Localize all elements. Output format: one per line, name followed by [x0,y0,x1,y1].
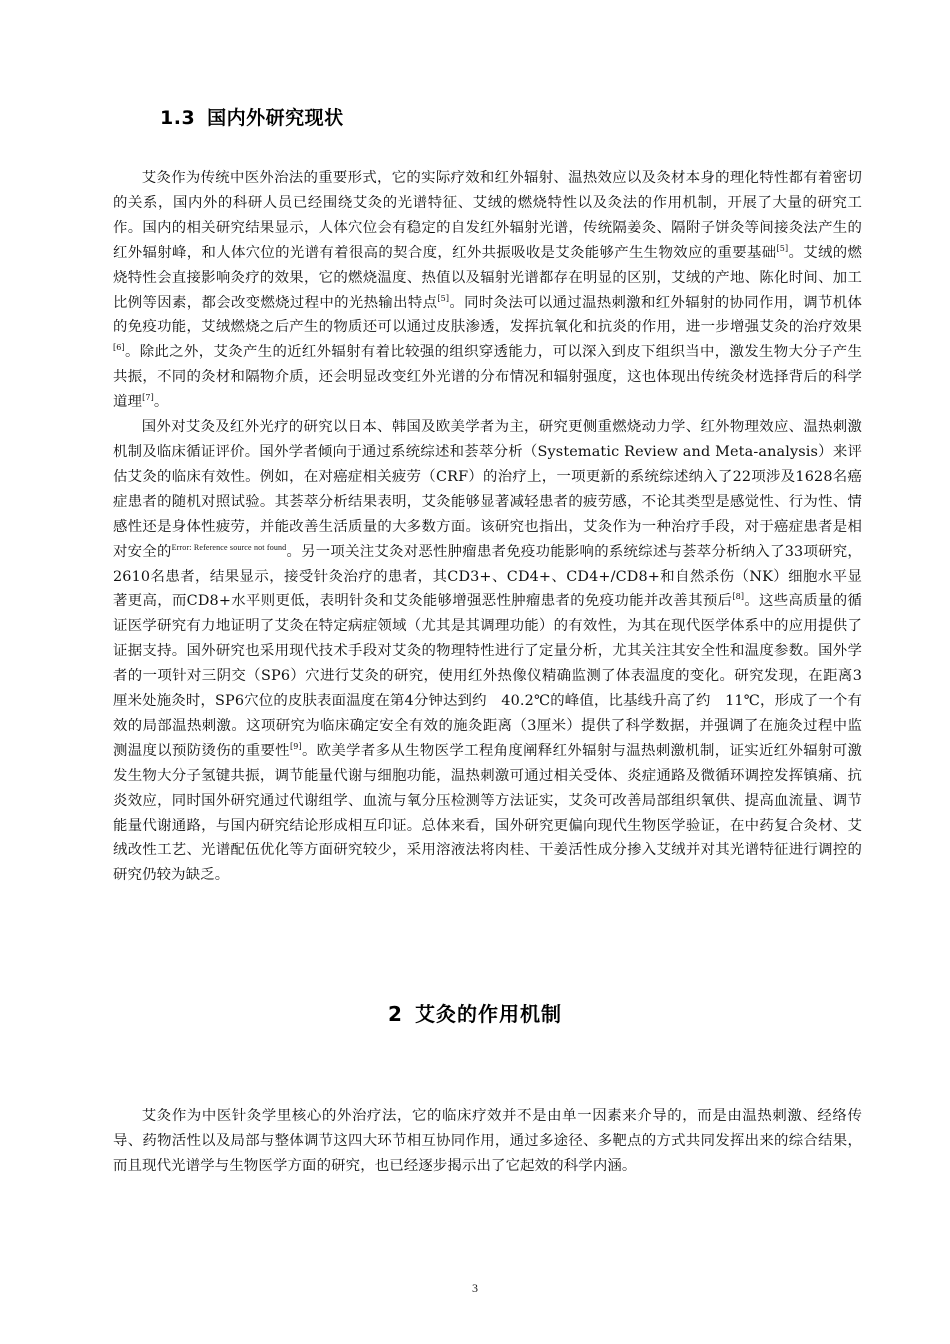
text-run: 国外对艾灸及红外光疗的研究以日本、韩国及欧美学者为主，研究更侧重燃烧动力学、红外物理效应、温热刺激机制及临床循证评价。国外学者倾向于通过系统综述和荟萃分析（Systematic Review and Meta-analysis）来评估艾灸的临床有效性。例如，在对癌症相关疲劳（CRF）的治疗上，一项更新的系统综述纳入了22项涉及1628名癌症患者的随机对照试验。其荟萃分析结果表明，艾灸能够显著减轻患者的疲劳感，不论其类型是感觉性、行为性、情感性还是身体性疲劳，并能改善生活质量的大多数方面。该研究也指出，艾灸作为一种治疗手段，对于癌症患者是相对安全的 [113,419,862,560]
text-run: 。这些高质量的循证医学研究有力地证明了艾灸在特定病症领域（尤其是其调理功能）的有效性，为其在现代医学体系中的应用提供了证据支持。国外研究也采用现代技术手段对艾灸的物理特性进行了定量分析，尤其关注其安全性和温度参数。国外学者的一项针对三阴交（SP6）穴进行艾灸的研究，使用红外热像仪精确监测了体表温度的变化。研究发现，在距离3厘米处施灸时，SP6穴位的皮肤表面温度在第4分钟达到约 40.2℃的峰值，比基线升高了约 11℃，形成了一个有效的局部温热刺激。这项研究为临床确定安全有效的施灸距离（3厘米）提供了科学数据，并强调了在施灸过程中监测温度以预防烫伤的重要性 [113,593,863,759]
section-2-body [113,1104,862,1179]
section-title: 艾灸的作用机制 [414,1002,562,1026]
section-title: 国内外研究现状 [207,107,344,129]
paragraph-mechanism-intro: 艾灸作为中医针灸学里核心的外治疗法，它的临床疗效并不是由单一因素来介导的，而是由温热刺激、经络传导、药物活性以及局部与整体调节这四大环节相互协同作用，通过多途径、多靶点的方式共同发挥出来的综合结果，而且现代光谱学与生物医学方面的研究，也已经逐步揭示出了它起效的科学内涵。 [113,1108,862,1174]
section-number: 1.3 [160,107,196,129]
paragraph-domestic-research [113,166,862,415]
section-number: 2 [388,1002,403,1026]
citation[interactable]: [6] [113,343,125,353]
text-run: 。欧美学者多从生物医学工程角度阐释红外辐射与温热刺激机制，证实近红外辐射可激发生物大分子氢键共振，调节能量代谢与细胞功能，温热刺激可通过相关受体、炎症通路及微循环调控发挥镇痛、抗炎效应，同时国外研究通过代谢组学、血流与氧分压检测等方法证实，艾灸可改善局部组织氧供、提高血流量、调节能量代谢通路，与国内研究结论形成相互印证。总体来看，国外研究更偏向现代生物医学验证，在中药复合灸材、艾绒改性工艺、光谱配伍优化等方面研究较少，采用溶液法将肉桂、干姜活性成分掺入艾绒并对其光谱特征进行调控的研究仍较为缺乏。 [113,742,862,884]
citation[interactable]: [5] [776,243,789,253]
paragraph-foreign-research [113,415,862,888]
text-run: 。另一项关注艾灸对恶性肿瘤患者免疫功能影响的系统综述与荟萃分析纳入了33项研究，2610名患者，结果显示，接受针灸治疗的患者，其CD3+、CD4+、CD4+/CD8+和自然杀伤（NK）细胞水平显著更高，而CD8+水平则更低，表明针灸和艾灸能够增强恶性肿瘤患者的免疫功能并改善其预后 [113,543,862,610]
citation[interactable]: [7] [142,393,154,403]
citation[interactable]: [8] [732,592,745,602]
section-1-3-body [113,166,862,888]
text-run: 。除此之外，艾灸产生的近红外辐射有着比较强的组织穿透能力，可以深入到皮下组织当中，激发生物大分子产生共振，不同的灸材和隔物介质，还会明显改变红外光谱的分布情况和辐射强度，这也体现出传统灸材选择背后的科学道理 [113,344,862,411]
section-heading-2 [0,998,950,1027]
section-heading-1-3 [160,103,344,130]
page-number: 3 [472,1281,478,1295]
text-run: 。艾绒的燃烧特性会直接影响灸疗的效果，它的燃烧温度、热值以及辐射光谱都存在明显的区别，艾绒的产地、陈化时间、加工比例等因素，都会改变燃烧过程中的光热输出特点 [113,244,862,311]
citation[interactable]: [9] [289,741,302,751]
text-run: 艾灸作为传统中医外治法的重要形式，它的实际疗效和红外辐射、温热效应以及灸材本身的理化特性都有着密切的关系，国内外的科研人员已经围绕艾灸的光谱特征、艾绒的燃烧特性以及灸法的作用机制，开展了大量的研究工作。国内的相关研究结果显示，人体穴位会有稳定的自发红外辐射光谱，传统隔姜灸、隔附子饼灸等间接灸法产生的红外辐射峰，和人体穴位的光谱有着很高的契合度，红外共振吸收是艾灸能够产生生物效应的重要基础 [113,170,862,261]
text-run: 。 [153,394,169,411]
citation[interactable]: [5] [437,293,450,303]
reference-error-note: Error: Reference source not found [171,542,287,552]
text-run: 。同时灸法可以通过温热刺激和红外辐射的协同作用，调节机体的免疫功能，艾绒燃烧之后产生的物质还可以通过皮肤渗透，发挥抗氧化和抗炎的作用，进一步增强艾灸的治疗效果 [113,294,862,336]
